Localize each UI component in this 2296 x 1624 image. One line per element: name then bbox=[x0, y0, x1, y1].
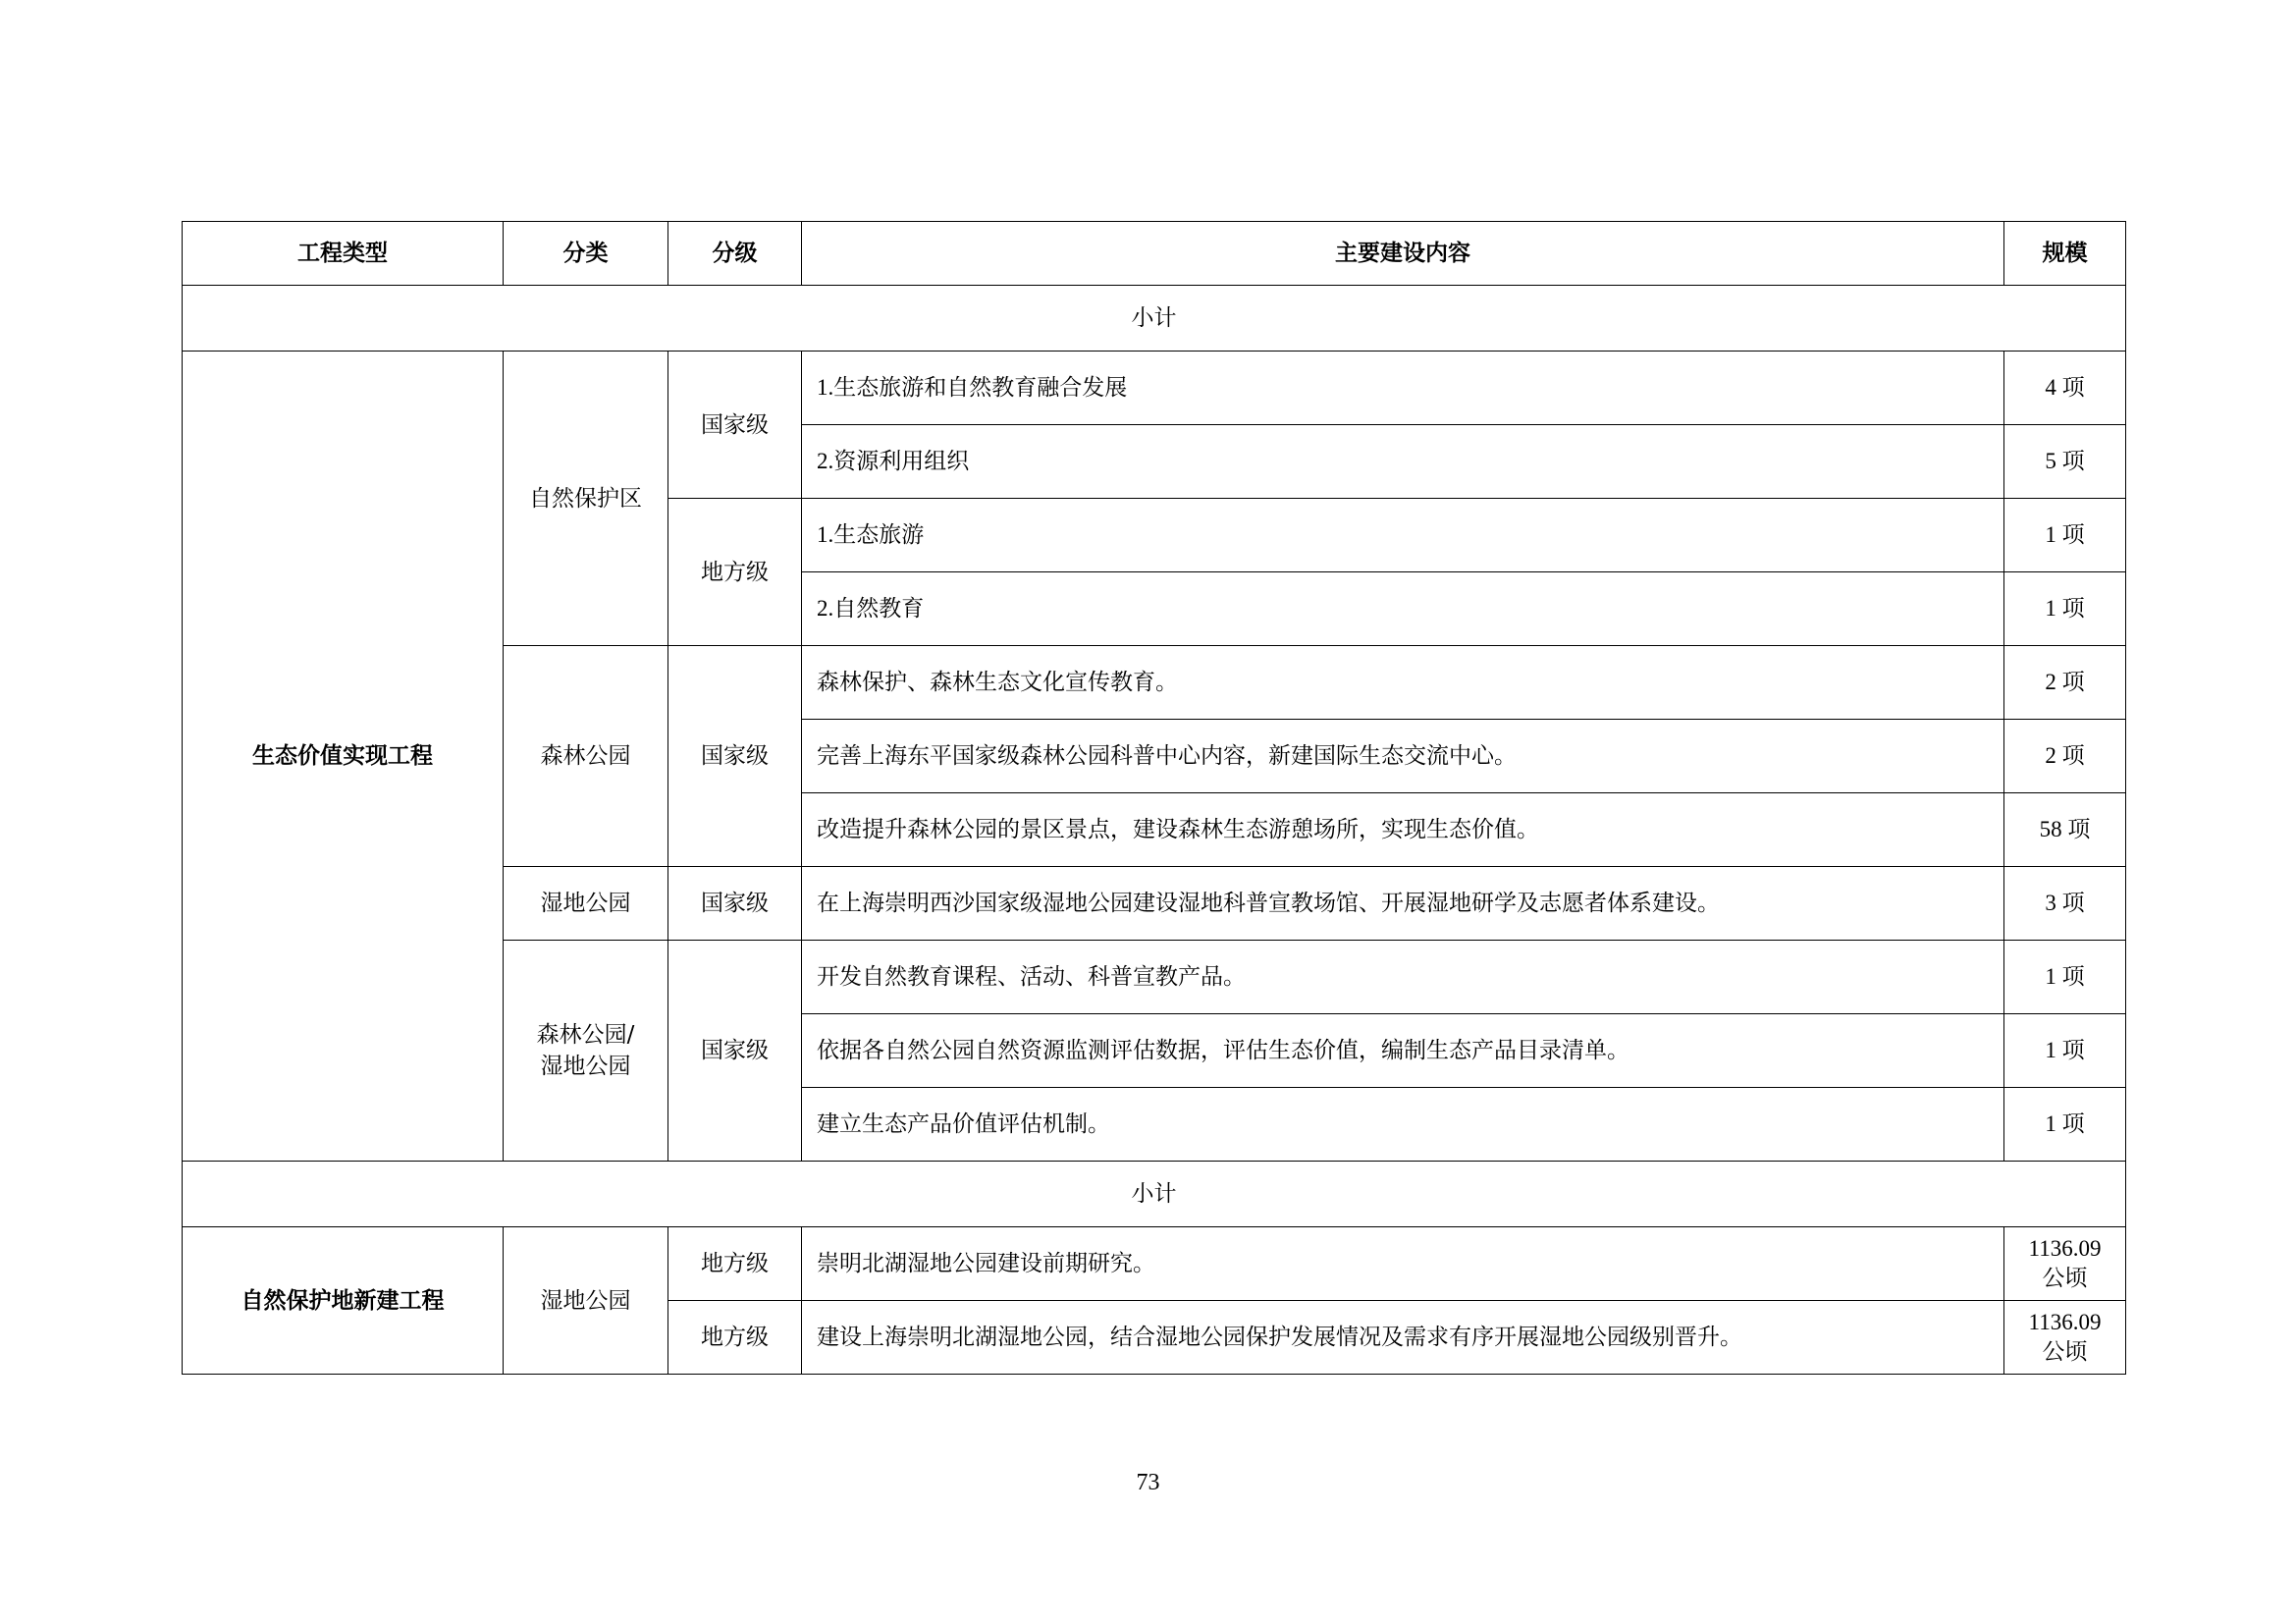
scale-cell bbox=[2004, 425, 2126, 499]
scale-number: 1 bbox=[2045, 596, 2056, 621]
scale-cell bbox=[2004, 499, 2126, 572]
scale-unit: 项 bbox=[2061, 670, 2085, 695]
scale-unit: 公顷 bbox=[2042, 1339, 2088, 1365]
scale-number: 1136.09 bbox=[2028, 1310, 2102, 1334]
subtotal-label: 小计 bbox=[183, 286, 2126, 352]
scale-number: 2 bbox=[2045, 743, 2056, 768]
scale-number: 1 bbox=[2045, 522, 2056, 547]
scale-cell bbox=[2004, 572, 2126, 646]
content-cell: 开发自然教育课程、活动、科普宣教产品。 bbox=[802, 941, 2004, 1014]
header-project-type: 工程类型 bbox=[183, 222, 504, 286]
level-cell: 国家级 bbox=[668, 941, 802, 1162]
scale-number: 1 bbox=[2045, 1111, 2056, 1136]
header-main-content: 主要建设内容 bbox=[802, 222, 2004, 286]
project-type-cell: 生态价值实现工程 bbox=[183, 352, 504, 1162]
category-cell: 自然保护区 bbox=[504, 352, 668, 646]
scale-number: 1136.09 bbox=[2028, 1236, 2102, 1261]
scale-cell bbox=[2004, 352, 2126, 425]
scale-unit: 公顷 bbox=[2042, 1266, 2088, 1291]
header-category: 分类 bbox=[504, 222, 668, 286]
content-cell bbox=[802, 572, 2004, 646]
category-line: 森林公园/ bbox=[536, 1022, 635, 1048]
content-cell: 依据各自然公园自然资源监测评估数据，评估生态价值，编制生态产品目录清单。 bbox=[802, 1014, 2004, 1088]
content-cell: 改造提升森林公园的景区景点，建设森林生态游憩场所，实现生态价值。 bbox=[802, 793, 2004, 867]
construction-projects-table bbox=[182, 221, 2126, 1375]
content-cell: 建立生态产品价值评估机制。 bbox=[802, 1088, 2004, 1162]
level-cell: 地方级 bbox=[668, 499, 802, 646]
scale-unit: 项 bbox=[2061, 1111, 2085, 1137]
item-number: 2. bbox=[817, 449, 834, 473]
scale-unit: 项 bbox=[2061, 1038, 2085, 1063]
item-number: 1. bbox=[817, 375, 834, 400]
level-cell: 国家级 bbox=[668, 646, 802, 867]
table-header-row bbox=[183, 222, 2126, 286]
content-cell: 完善上海东平国家级森林公园科普中心内容，新建国际生态交流中心。 bbox=[802, 720, 2004, 793]
scale-cell bbox=[2004, 1088, 2126, 1162]
content-cell: 在上海崇明西沙国家级湿地公园建设湿地科普宣教场馆、开展湿地研学及志愿者体系建设。 bbox=[802, 867, 2004, 941]
scale-number: 58 bbox=[2039, 817, 2062, 841]
category-line: 湿地公园 bbox=[540, 1054, 631, 1079]
level-cell: 地方级 bbox=[668, 1227, 802, 1301]
scale-number: 1 bbox=[2045, 964, 2056, 989]
category-cell: 湿地公园 bbox=[504, 867, 668, 941]
scale-number: 5 bbox=[2045, 449, 2056, 473]
subtotal-row bbox=[183, 1162, 2126, 1227]
scale-cell bbox=[2004, 1227, 2126, 1301]
scale-unit: 项 bbox=[2061, 375, 2085, 401]
content-text: 自然教育 bbox=[833, 596, 925, 622]
content-text: 生态旅游 bbox=[833, 522, 925, 548]
scale-cell bbox=[2004, 1301, 2126, 1375]
category-cell bbox=[504, 941, 668, 1162]
content-cell bbox=[802, 499, 2004, 572]
item-number: 2. bbox=[817, 596, 834, 621]
scale-unit: 项 bbox=[2061, 596, 2085, 622]
scale-cell bbox=[2004, 793, 2126, 867]
scale-unit: 项 bbox=[2061, 891, 2085, 916]
scale-cell bbox=[2004, 720, 2126, 793]
scale-cell bbox=[2004, 867, 2126, 941]
item-number: 1. bbox=[817, 522, 834, 547]
content-cell: 建设上海崇明北湖湿地公园，结合湿地公园保护发展情况及需求有序开展湿地公园级别晋升。 bbox=[802, 1301, 2004, 1375]
scale-number: 2 bbox=[2045, 670, 2056, 694]
scale-cell bbox=[2004, 941, 2126, 1014]
scale-number: 4 bbox=[2045, 375, 2056, 400]
content-cell: 森林保护、森林生态文化宣传教育。 bbox=[802, 646, 2004, 720]
content-cell bbox=[802, 352, 2004, 425]
subtotal-label: 小计 bbox=[183, 1162, 2126, 1227]
project-type-cell: 自然保护地新建工程 bbox=[183, 1227, 504, 1375]
scale-unit: 项 bbox=[2067, 817, 2091, 842]
category-cell: 森林公园 bbox=[504, 646, 668, 867]
content-text: 资源利用组织 bbox=[833, 449, 970, 474]
category-cell: 湿地公园 bbox=[504, 1227, 668, 1375]
content-cell bbox=[802, 425, 2004, 499]
page-number: 73 bbox=[1136, 1470, 1160, 1495]
header-level: 分级 bbox=[668, 222, 802, 286]
scale-cell bbox=[2004, 646, 2126, 720]
scale-number: 3 bbox=[2045, 891, 2056, 915]
scale-cell bbox=[2004, 1014, 2126, 1088]
content-text: 生态旅游和自然教育融合发展 bbox=[833, 375, 1128, 401]
table-row bbox=[183, 352, 2126, 425]
level-cell: 地方级 bbox=[668, 1301, 802, 1375]
scale-unit: 项 bbox=[2061, 522, 2085, 548]
header-scale: 规模 bbox=[2004, 222, 2126, 286]
subtotal-row bbox=[183, 286, 2126, 352]
table-row bbox=[183, 1227, 2126, 1301]
scale-unit: 项 bbox=[2061, 449, 2085, 474]
content-cell: 崇明北湖湿地公园建设前期研究。 bbox=[802, 1227, 2004, 1301]
scale-unit: 项 bbox=[2061, 964, 2085, 990]
scale-unit: 项 bbox=[2061, 743, 2085, 769]
scale-number: 1 bbox=[2045, 1038, 2056, 1062]
level-cell: 国家级 bbox=[668, 867, 802, 941]
level-cell: 国家级 bbox=[668, 352, 802, 499]
